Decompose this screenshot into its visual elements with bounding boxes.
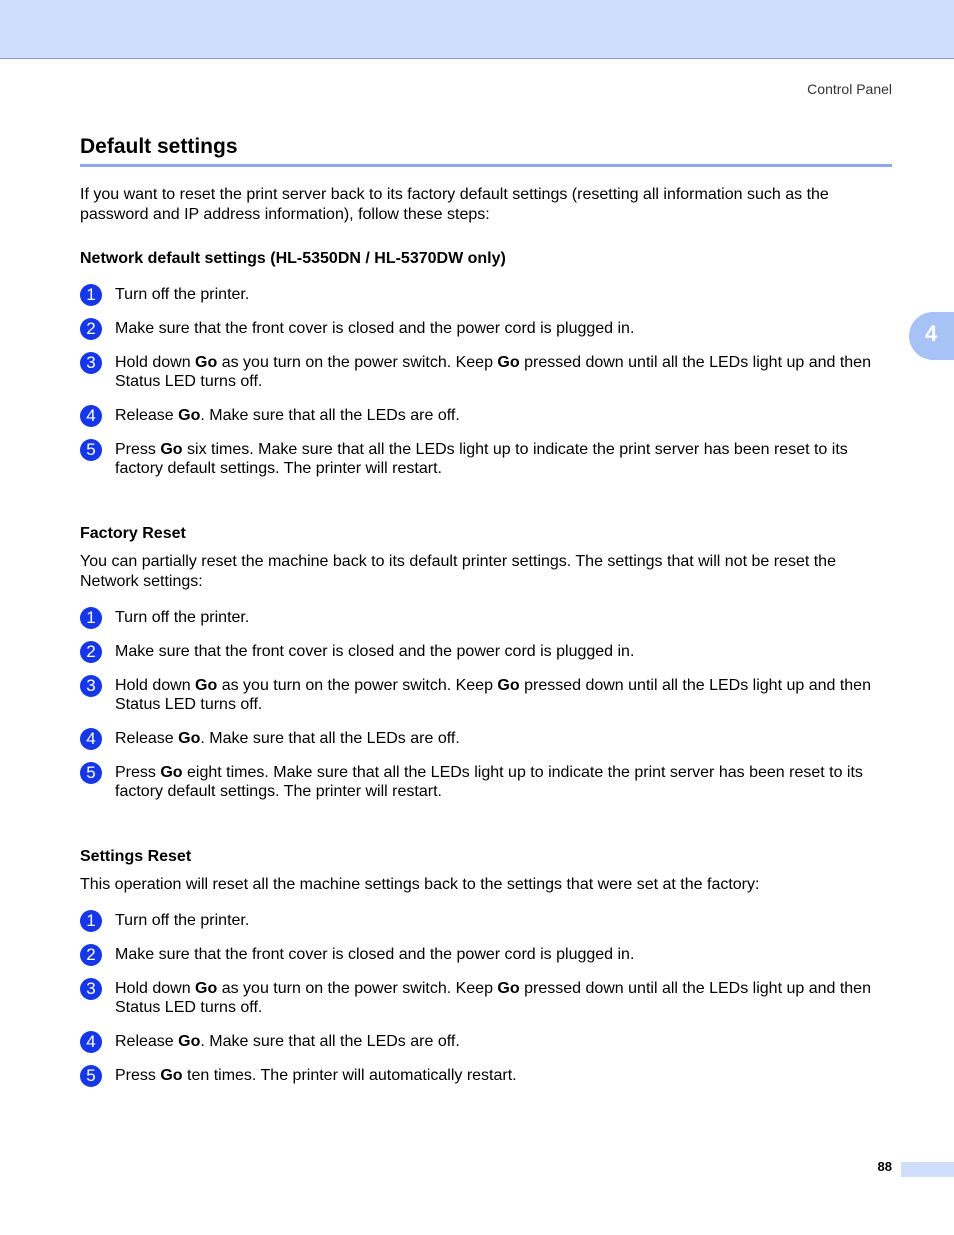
step-number-icon: 5 (80, 762, 102, 784)
top-header-band (0, 0, 954, 59)
settings-reset-intro: This operation will reset all the machine settings back to the settings that were set at the factory: (80, 876, 760, 893)
steps-list-network-default (80, 285, 892, 478)
bold-key-label: Go (195, 980, 218, 997)
step-text: Turn off the printer. (115, 286, 250, 303)
step-text: Make sure that the front cover is closed and the power cord is plugged in. (115, 643, 635, 660)
step-item (80, 440, 892, 478)
step-number-icon: 3 (80, 675, 102, 697)
bold-key-label: Go (195, 677, 218, 694)
step-text: Hold down Go as you turn on the power switch. Keep Go pressed down until all the LEDs light up and then Status LED turns off. (115, 354, 871, 390)
step-text: Press Go eight times. Make sure that all the LEDs light up to indicate the print server has been reset to its factory default settings. The printer will restart. (115, 764, 863, 800)
bold-key-label: Go (160, 764, 183, 781)
step-number-icon: 3 (80, 978, 102, 1000)
step-item (80, 1032, 892, 1051)
step-number-icon: 2 (80, 318, 102, 340)
page-title: Default settings (80, 135, 892, 167)
bold-key-label: Go (195, 354, 218, 371)
step-item (80, 763, 892, 801)
bold-key-label: Go (497, 677, 520, 694)
step-text: Release Go. Make sure that all the LEDs are off. (115, 407, 460, 424)
step-number-icon: 5 (80, 1065, 102, 1087)
step-item (80, 319, 892, 338)
bold-key-label: Go (160, 441, 183, 458)
step-number-icon: 4 (80, 405, 102, 427)
step-item (80, 406, 892, 425)
bold-key-label: Go (178, 1033, 201, 1050)
factory-reset-intro: You can partially reset the machine back to its default printer settings. The settings that will not be reset the Network settings: (80, 553, 836, 590)
step-number-icon: 4 (80, 1031, 102, 1053)
bold-key-label: Go (178, 407, 201, 424)
step-number-icon: 5 (80, 439, 102, 461)
step-number-icon: 3 (80, 352, 102, 374)
bold-key-label: Go (497, 354, 520, 371)
intro-paragraph: If you want to reset the print server back to its factory default settings (resetting all information such as the password and IP address information), follow these steps: (80, 186, 829, 223)
section-heading-settings-reset: Settings Reset (80, 848, 192, 865)
step-text: Turn off the printer. (115, 609, 250, 626)
step-number-icon: 2 (80, 944, 102, 966)
step-text: Make sure that the front cover is closed and the power cord is plugged in. (115, 946, 635, 963)
bold-key-label: Go (160, 1067, 183, 1084)
step-item (80, 979, 892, 1017)
step-text: Hold down Go as you turn on the power switch. Keep Go pressed down until all the LEDs light up and then Status LED turns off. (115, 980, 871, 1016)
step-item (80, 729, 892, 748)
step-text: Hold down Go as you turn on the power switch. Keep Go pressed down until all the LEDs light up and then Status LED turns off. (115, 677, 871, 713)
step-number-icon: 1 (80, 284, 102, 306)
section-heading-factory-reset: Factory Reset (80, 525, 186, 542)
bold-key-label: Go (178, 730, 201, 747)
step-item (80, 353, 892, 391)
step-text: Press Go six times. Make sure that all the LEDs light up to indicate the print server has been reset to its factory default settings. The printer will restart. (115, 441, 848, 477)
step-text: Press Go ten times. The printer will automatically restart. (115, 1067, 517, 1084)
step-number-icon: 4 (80, 728, 102, 750)
step-item (80, 945, 892, 964)
step-item (80, 1066, 892, 1085)
step-text: Release Go. Make sure that all the LEDs are off. (115, 1033, 460, 1050)
step-item (80, 911, 892, 930)
bold-key-label: Go (497, 980, 520, 997)
chapter-number: 4 (925, 321, 938, 346)
page-content (80, 135, 892, 1085)
step-item (80, 608, 892, 627)
step-item (80, 642, 892, 661)
step-number-icon: 1 (80, 910, 102, 932)
step-text: Turn off the printer. (115, 912, 250, 929)
step-text: Release Go. Make sure that all the LEDs are off. (115, 730, 460, 747)
chapter-tab (909, 312, 954, 360)
step-item (80, 285, 892, 304)
steps-list-factory-reset (80, 608, 892, 801)
step-item (80, 676, 892, 714)
footer-bar (901, 1162, 954, 1177)
steps-list-settings-reset (80, 911, 892, 1085)
step-number-icon: 1 (80, 607, 102, 629)
step-number-icon: 2 (80, 641, 102, 663)
page-number: 88 (877, 1159, 892, 1174)
step-text: Make sure that the front cover is closed and the power cord is plugged in. (115, 320, 635, 337)
running-header-title: Control Panel (807, 81, 892, 97)
section-heading-network-default: Network default settings (HL-5350DN / HL-5370DW only) (80, 250, 506, 267)
